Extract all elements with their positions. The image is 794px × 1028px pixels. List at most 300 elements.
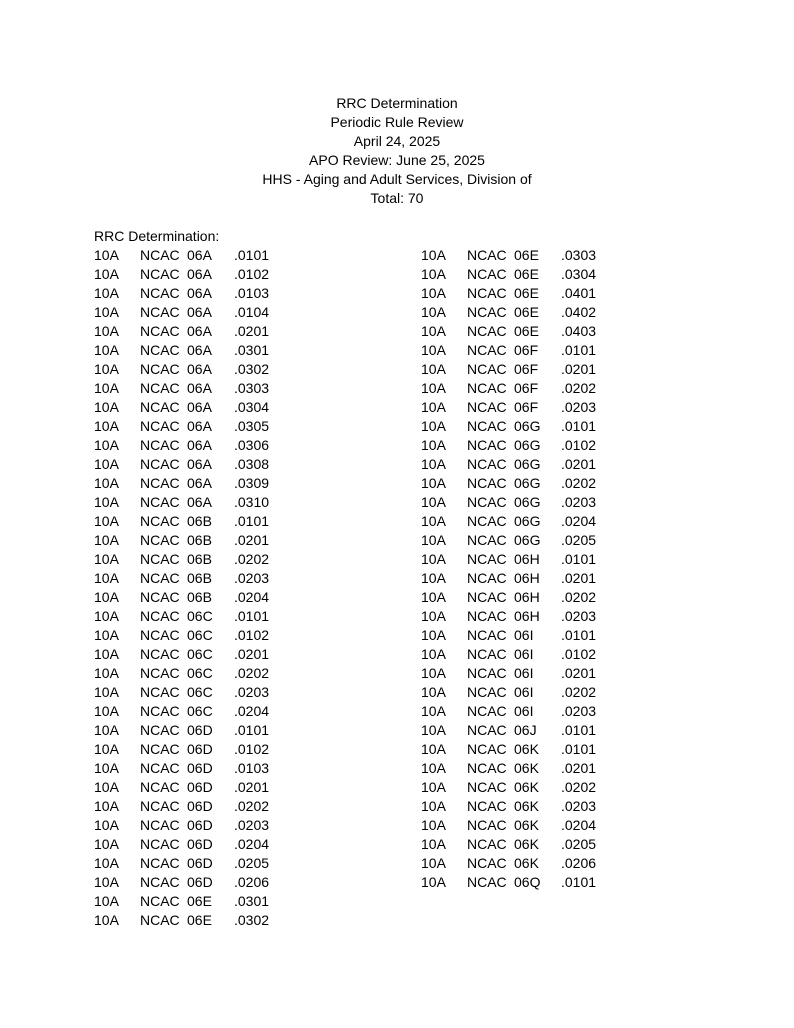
rule-code: NCAC — [467, 513, 507, 529]
rule-row — [421, 702, 611, 721]
rule-section: .0102 — [561, 437, 597, 453]
document-header — [0, 94, 794, 208]
rule-row — [421, 246, 611, 265]
rule-section: .0203 — [234, 570, 270, 586]
rule-code: NCAC — [467, 741, 507, 757]
rule-code: NCAC — [467, 627, 507, 643]
rule-title: 10A — [421, 342, 446, 358]
rule-section: .0101 — [561, 741, 597, 757]
rule-chapter: 06E — [514, 285, 539, 301]
rule-chapter: 06I — [514, 703, 534, 719]
rule-code: NCAC — [140, 722, 180, 738]
rule-chapter: 06H — [514, 608, 540, 624]
rule-code: NCAC — [467, 532, 507, 548]
rule-code: NCAC — [140, 665, 180, 681]
rule-chapter: 06A — [187, 323, 212, 339]
rule-row — [94, 417, 284, 436]
rule-row — [421, 322, 611, 341]
rule-row — [94, 892, 284, 911]
rule-row — [421, 417, 611, 436]
rule-section: .0201 — [234, 646, 270, 662]
rule-section: .0306 — [234, 437, 270, 453]
rule-row — [94, 664, 284, 683]
rule-section: .0205 — [561, 836, 597, 852]
rule-row — [421, 588, 611, 607]
rule-section: .0101 — [561, 418, 597, 434]
rule-title: 10A — [421, 304, 446, 320]
rule-section: .0302 — [234, 361, 270, 377]
rule-chapter: 06E — [514, 304, 539, 320]
rule-chapter: 06A — [187, 266, 212, 282]
rule-chapter: 06K — [514, 855, 539, 871]
rule-chapter: 06C — [187, 646, 213, 662]
rule-chapter: 06A — [187, 437, 212, 453]
rule-title: 10A — [421, 760, 446, 776]
rule-chapter: 06F — [514, 399, 539, 415]
rule-section: .0101 — [561, 627, 597, 643]
rule-title: 10A — [94, 475, 119, 491]
rule-row — [94, 702, 284, 721]
rule-section: .0203 — [561, 399, 597, 415]
rule-row — [94, 265, 284, 284]
rule-title: 10A — [421, 722, 446, 738]
rule-chapter: 06B — [187, 570, 212, 586]
rule-code: NCAC — [467, 456, 507, 472]
rule-title: 10A — [94, 285, 119, 301]
rule-section: .0101 — [561, 874, 597, 890]
rule-code: NCAC — [467, 285, 507, 301]
rule-chapter: 06D — [187, 741, 213, 757]
rule-section: .0201 — [234, 779, 270, 795]
rule-row — [94, 379, 284, 398]
rule-code: NCAC — [140, 399, 180, 415]
rule-title: 10A — [421, 627, 446, 643]
rule-section: .0206 — [561, 855, 597, 871]
rule-code: NCAC — [467, 798, 507, 814]
rule-section: .0202 — [234, 551, 270, 567]
header-date: April 24, 2025 — [353, 133, 441, 149]
rule-section: .0204 — [234, 703, 270, 719]
rule-section: .0104 — [234, 304, 270, 320]
rule-row — [94, 778, 284, 797]
rule-row — [94, 493, 284, 512]
rule-title: 10A — [421, 456, 446, 472]
rule-title: 10A — [94, 855, 119, 871]
rule-chapter: 06J — [514, 722, 537, 738]
rule-code: NCAC — [140, 247, 180, 263]
rule-title: 10A — [94, 304, 119, 320]
rule-section: .0201 — [561, 361, 597, 377]
rule-code: NCAC — [140, 456, 180, 472]
rule-code: NCAC — [140, 342, 180, 358]
rule-code: NCAC — [467, 608, 507, 624]
rule-title: 10A — [421, 266, 446, 282]
rule-title: 10A — [421, 418, 446, 434]
rule-code: NCAC — [140, 817, 180, 833]
rule-row — [421, 778, 611, 797]
rule-section: .0203 — [561, 494, 597, 510]
rule-chapter: 06A — [187, 475, 212, 491]
rule-row — [421, 569, 611, 588]
section-label: RRC Determination: — [94, 228, 220, 244]
rule-code: NCAC — [140, 532, 180, 548]
rule-title: 10A — [94, 684, 119, 700]
rule-row — [421, 740, 611, 759]
rule-chapter: 06K — [514, 817, 539, 833]
rule-title: 10A — [94, 342, 119, 358]
rule-title: 10A — [421, 399, 446, 415]
rule-row — [94, 455, 284, 474]
rule-section: .0203 — [561, 703, 597, 719]
rule-code: NCAC — [140, 779, 180, 795]
rule-chapter: 06C — [187, 703, 213, 719]
rule-title: 10A — [94, 323, 119, 339]
rule-chapter: 06F — [514, 380, 539, 396]
rule-chapter: 06K — [514, 741, 539, 757]
rule-title: 10A — [421, 703, 446, 719]
rule-chapter: 06B — [187, 532, 212, 548]
rule-title: 10A — [421, 570, 446, 586]
rule-section: .0402 — [561, 304, 597, 320]
rule-code: NCAC — [140, 513, 180, 529]
rule-title: 10A — [94, 399, 119, 415]
rule-row — [94, 759, 284, 778]
rule-section: .0203 — [561, 608, 597, 624]
rule-section: .0310 — [234, 494, 270, 510]
header-total: Total: 70 — [370, 190, 424, 206]
rule-row — [421, 341, 611, 360]
rule-code: NCAC — [140, 760, 180, 776]
rule-code: NCAC — [467, 589, 507, 605]
rule-row — [421, 645, 611, 664]
rule-title: 10A — [94, 266, 119, 282]
rule-section: .0101 — [234, 608, 270, 624]
rule-chapter: 06H — [514, 570, 540, 586]
rule-title: 10A — [94, 893, 119, 909]
rule-section: .0101 — [234, 722, 270, 738]
rule-chapter: 06A — [187, 418, 212, 434]
rule-section: .0304 — [234, 399, 270, 415]
rule-chapter: 06A — [187, 285, 212, 301]
rule-section: .0206 — [234, 874, 270, 890]
rule-section: .0201 — [561, 760, 597, 776]
rule-section: .0301 — [234, 893, 270, 909]
rule-chapter: 06I — [514, 646, 534, 662]
rule-title: 10A — [94, 513, 119, 529]
rule-chapter: 06G — [514, 437, 541, 453]
rule-code: NCAC — [467, 323, 507, 339]
rule-section: .0308 — [234, 456, 270, 472]
rule-code: NCAC — [140, 494, 180, 510]
rule-code: NCAC — [467, 551, 507, 567]
rule-code: NCAC — [140, 836, 180, 852]
rule-chapter: 06G — [514, 532, 541, 548]
rule-title: 10A — [421, 475, 446, 491]
rule-title: 10A — [94, 437, 119, 453]
rule-title: 10A — [421, 437, 446, 453]
rule-code: NCAC — [140, 361, 180, 377]
rule-chapter: 06E — [514, 266, 539, 282]
rule-code: NCAC — [140, 912, 180, 928]
rule-title: 10A — [94, 646, 119, 662]
rule-chapter: 06I — [514, 684, 534, 700]
rule-row — [94, 322, 284, 341]
rule-chapter: 06K — [514, 760, 539, 776]
rule-section: .0401 — [561, 285, 597, 301]
rule-title: 10A — [94, 361, 119, 377]
rule-chapter: 06E — [187, 893, 212, 909]
rule-code: NCAC — [140, 551, 180, 567]
rule-row — [421, 398, 611, 417]
rule-title: 10A — [94, 247, 119, 263]
rule-section: .0102 — [561, 646, 597, 662]
rule-title: 10A — [94, 532, 119, 548]
rule-section: .0303 — [234, 380, 270, 396]
rule-title: 10A — [94, 418, 119, 434]
rule-title: 10A — [94, 608, 119, 624]
rule-section: .0201 — [561, 456, 597, 472]
rule-section: .0201 — [561, 665, 597, 681]
rule-section: .0201 — [234, 532, 270, 548]
rule-row — [421, 379, 611, 398]
rule-chapter: 06H — [514, 589, 540, 605]
rule-row — [94, 588, 284, 607]
rule-code: NCAC — [140, 703, 180, 719]
rule-chapter: 06A — [187, 494, 212, 510]
rule-code: NCAC — [140, 418, 180, 434]
rule-row — [421, 531, 611, 550]
rule-row — [94, 436, 284, 455]
rule-title: 10A — [94, 570, 119, 586]
rule-title: 10A — [94, 494, 119, 510]
rule-row — [94, 246, 284, 265]
rule-chapter: 06C — [187, 627, 213, 643]
rule-row — [421, 474, 611, 493]
rule-chapter: 06K — [514, 779, 539, 795]
rule-code: NCAC — [140, 893, 180, 909]
rule-code: NCAC — [140, 380, 180, 396]
rule-section: .0204 — [234, 589, 270, 605]
rule-row — [421, 854, 611, 873]
rule-row — [94, 626, 284, 645]
rule-row — [94, 474, 284, 493]
rule-chapter: 06D — [187, 722, 213, 738]
rule-code: NCAC — [467, 646, 507, 662]
rule-chapter: 06I — [514, 627, 534, 643]
rule-title: 10A — [94, 722, 119, 738]
rule-row — [421, 360, 611, 379]
rule-title: 10A — [94, 627, 119, 643]
rule-chapter: 06G — [514, 475, 541, 491]
rule-row — [421, 436, 611, 455]
rule-chapter: 06C — [187, 608, 213, 624]
rules-list-left — [94, 246, 284, 930]
rule-chapter: 06G — [514, 418, 541, 434]
rule-code: NCAC — [140, 304, 180, 320]
rule-code: NCAC — [140, 475, 180, 491]
rule-row — [421, 759, 611, 778]
rule-chapter: 06A — [187, 342, 212, 358]
rule-code: NCAC — [467, 779, 507, 795]
rule-chapter: 06C — [187, 684, 213, 700]
rule-code: NCAC — [140, 266, 180, 282]
rule-row — [94, 284, 284, 303]
rule-chapter: 06E — [187, 912, 212, 928]
rule-chapter: 06K — [514, 798, 539, 814]
rule-section: .0202 — [234, 665, 270, 681]
rule-title: 10A — [94, 798, 119, 814]
rule-row — [94, 854, 284, 873]
rule-row — [421, 303, 611, 322]
rule-section: .0303 — [561, 247, 597, 263]
rule-chapter: 06G — [514, 494, 541, 510]
rule-title: 10A — [421, 323, 446, 339]
rule-title: 10A — [94, 551, 119, 567]
rule-chapter: 06A — [187, 456, 212, 472]
rule-title: 10A — [94, 380, 119, 396]
header-agency: HHS - Aging and Adult Services, Division of — [262, 171, 532, 187]
rule-row — [94, 398, 284, 417]
rule-code: NCAC — [467, 855, 507, 871]
rule-section: .0101 — [561, 551, 597, 567]
rule-title: 10A — [94, 836, 119, 852]
rule-title: 10A — [421, 589, 446, 605]
rule-code: NCAC — [467, 760, 507, 776]
rule-code: NCAC — [467, 684, 507, 700]
rule-row — [94, 569, 284, 588]
rule-row — [421, 512, 611, 531]
rule-chapter: 06K — [514, 836, 539, 852]
rule-title: 10A — [94, 703, 119, 719]
rule-title: 10A — [421, 361, 446, 377]
rule-row — [421, 607, 611, 626]
rule-row — [421, 683, 611, 702]
rule-code: NCAC — [467, 475, 507, 491]
rule-chapter: 06B — [187, 513, 212, 529]
rule-code: NCAC — [467, 494, 507, 510]
rule-row — [94, 797, 284, 816]
rule-title: 10A — [421, 608, 446, 624]
rule-code: NCAC — [467, 342, 507, 358]
rule-code: NCAC — [140, 798, 180, 814]
header-title: RRC Determination — [336, 95, 458, 111]
rule-code: NCAC — [467, 361, 507, 377]
rule-title: 10A — [94, 665, 119, 681]
rule-row — [421, 664, 611, 683]
rule-row — [421, 797, 611, 816]
rule-code: NCAC — [467, 836, 507, 852]
rule-title: 10A — [94, 589, 119, 605]
rule-chapter: 06D — [187, 760, 213, 776]
rule-row — [94, 360, 284, 379]
rule-section: .0205 — [234, 855, 270, 871]
rule-section: .0202 — [561, 589, 597, 605]
rules-list-right — [421, 246, 611, 892]
rule-code: NCAC — [140, 646, 180, 662]
rule-chapter: 06E — [514, 323, 539, 339]
rule-section: .0202 — [561, 380, 597, 396]
rule-code: NCAC — [467, 437, 507, 453]
rule-section: .0201 — [234, 323, 270, 339]
rule-chapter: 06G — [514, 456, 541, 472]
rule-row — [94, 683, 284, 702]
rule-row — [94, 531, 284, 550]
rule-code: NCAC — [467, 570, 507, 586]
rule-chapter: 06Q — [514, 874, 541, 890]
rule-code: NCAC — [140, 323, 180, 339]
rule-section: .0403 — [561, 323, 597, 339]
rule-chapter: 06G — [514, 513, 541, 529]
header-apo-review: APO Review: June 25, 2025 — [309, 152, 485, 168]
rule-code: NCAC — [467, 247, 507, 263]
rule-chapter: 06B — [187, 589, 212, 605]
rule-title: 10A — [421, 779, 446, 795]
rule-chapter: 06F — [514, 361, 539, 377]
rule-chapter: 06D — [187, 817, 213, 833]
rule-section: .0202 — [561, 684, 597, 700]
rule-code: NCAC — [140, 627, 180, 643]
rule-title: 10A — [94, 779, 119, 795]
rule-section: .0103 — [234, 285, 270, 301]
rule-code: NCAC — [140, 285, 180, 301]
rule-chapter: 06C — [187, 665, 213, 681]
rule-row — [421, 816, 611, 835]
rule-chapter: 06D — [187, 779, 213, 795]
rule-chapter: 06A — [187, 380, 212, 396]
rule-title: 10A — [421, 817, 446, 833]
rule-row — [94, 816, 284, 835]
rule-section: .0103 — [234, 760, 270, 776]
rule-code: NCAC — [140, 874, 180, 890]
rule-code: NCAC — [467, 703, 507, 719]
rule-section: .0304 — [561, 266, 597, 282]
rule-chapter: 06A — [187, 304, 212, 320]
rule-title: 10A — [421, 798, 446, 814]
rule-chapter: 06A — [187, 361, 212, 377]
rule-code: NCAC — [467, 665, 507, 681]
rule-chapter: 06D — [187, 798, 213, 814]
rule-row — [94, 341, 284, 360]
rule-row — [421, 550, 611, 569]
rule-title: 10A — [94, 456, 119, 472]
rule-row — [94, 873, 284, 892]
rule-title: 10A — [421, 380, 446, 396]
rule-title: 10A — [421, 513, 446, 529]
rule-code: NCAC — [467, 874, 507, 890]
rule-code: NCAC — [467, 418, 507, 434]
rule-row — [94, 550, 284, 569]
rule-title: 10A — [421, 285, 446, 301]
rule-title: 10A — [94, 760, 119, 776]
rule-section: .0204 — [234, 836, 270, 852]
rule-code: NCAC — [140, 437, 180, 453]
rule-row — [94, 512, 284, 531]
rule-row — [421, 265, 611, 284]
rule-title: 10A — [94, 912, 119, 928]
rule-code: NCAC — [467, 380, 507, 396]
rule-title: 10A — [94, 817, 119, 833]
rule-chapter: 06E — [514, 247, 539, 263]
rule-code: NCAC — [467, 817, 507, 833]
rule-section: .0101 — [561, 722, 597, 738]
rule-title: 10A — [421, 494, 446, 510]
rule-code: NCAC — [140, 589, 180, 605]
rule-code: NCAC — [140, 570, 180, 586]
rule-row — [421, 284, 611, 303]
rule-section: .0202 — [561, 475, 597, 491]
rule-title: 10A — [94, 741, 119, 757]
rule-chapter: 06F — [514, 342, 539, 358]
